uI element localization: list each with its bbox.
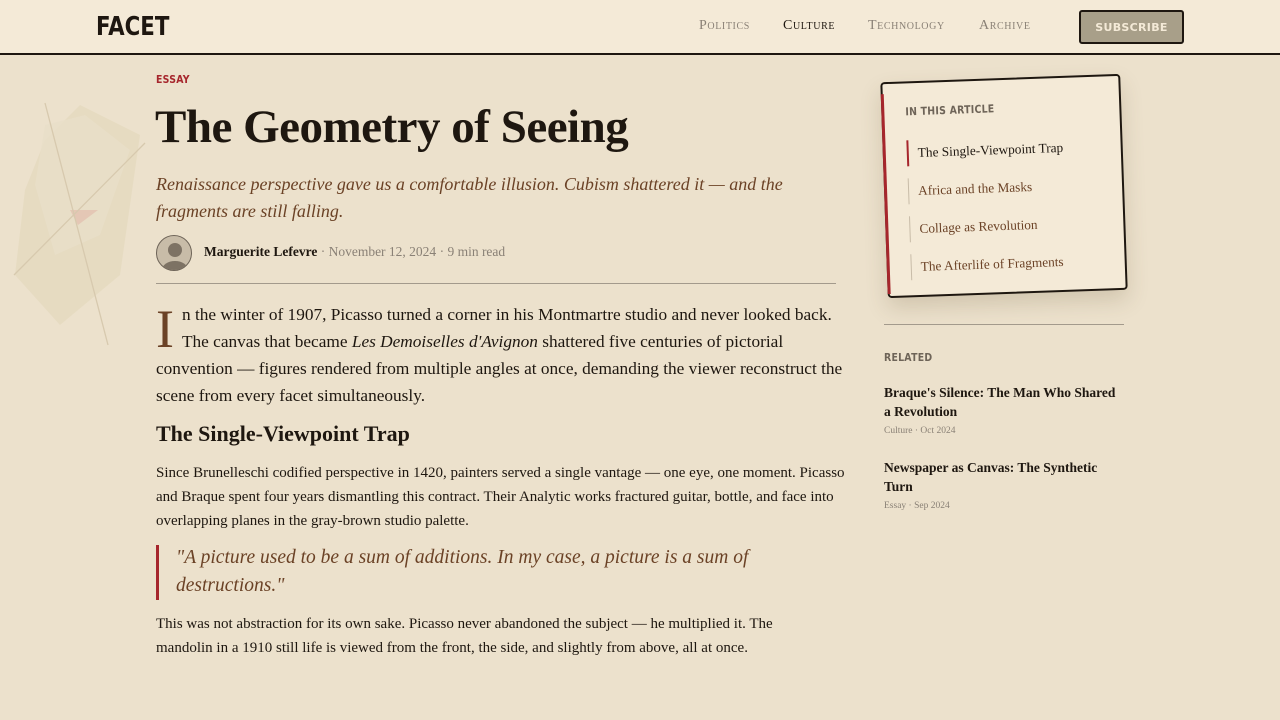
nav-archive[interactable]: Archive: [979, 18, 1031, 33]
article-title: The Geometry of Seeing: [155, 101, 629, 153]
divider: [884, 324, 1124, 325]
lead-text-1: n the winter of 1907, Picasso turned a corner in his Montmartre studio and never looked back. The canvas that became: [181, 305, 832, 351]
subscribe-button[interactable]: SUBSCRIBE: [1079, 10, 1184, 44]
related-article[interactable]: [884, 458, 1124, 511]
related-article-title[interactable]: Newspaper as Canvas: The Synthetic Turn: [884, 460, 1098, 494]
drop-cap: I: [156, 299, 174, 359]
pull-quote: [156, 545, 836, 600]
byline: [204, 244, 505, 260]
related-article-meta: Essay · Sep 2024: [884, 501, 950, 511]
nav-culture[interactable]: Culture: [783, 18, 836, 33]
artwork-title: Les Demoiselles d'Avignon: [351, 332, 538, 351]
article-kicker[interactable]: ESSAY: [156, 73, 190, 86]
byline-separator: ·: [439, 244, 448, 259]
divider: [156, 283, 836, 284]
read-time: 9 min read: [447, 244, 506, 259]
toc-item-single-viewpoint-trap[interactable]: The Single-Viewpoint Trap: [906, 133, 1107, 166]
toc-heading: IN THIS ARTICLE: [905, 102, 995, 119]
related-article[interactable]: [884, 383, 1124, 436]
toc-item-afterlife-fragments[interactable]: The Afterlife of Fragments: [910, 247, 1111, 280]
lead-paragraph: [156, 301, 846, 409]
body-paragraph: This was not abstraction for its own sake. Picasso never abandoned the subject — he multiplied it. The mandolin in a 1910 still life is viewed from the front, the side, and slightly from above, all at once.: [156, 616, 773, 656]
lead-text-2: shattered five centuries of pictorial convention — figures rendered from multiple angles at once, demanding the viewer reconstruct the scene from every facet simultaneously.: [156, 332, 843, 405]
top-navigation-bar: [0, 0, 1280, 55]
toc-item-collage-revolution[interactable]: Collage as Revolution: [909, 209, 1110, 242]
toc-item-africa-masks[interactable]: Africa and the Masks: [908, 171, 1109, 204]
nav-technology[interactable]: Technology: [868, 18, 945, 33]
section-heading: The Single-Viewpoint Trap: [156, 421, 410, 446]
table-of-contents: [880, 74, 1127, 298]
publish-date: November 12, 2024: [328, 244, 437, 259]
site-logo[interactable]: FACET: [96, 12, 170, 42]
related-article-meta: Culture · Oct 2024: [884, 426, 956, 436]
article-dek: Renaissance perspective gave us a comfortable illusion. Cubism shattered it — and the fragments are still falling.: [156, 174, 783, 221]
byline-separator: ·: [320, 244, 329, 259]
pull-quote-text: "A picture used to be a sum of additions. In my case, a picture is a sum of destructions.": [176, 547, 749, 596]
author-name[interactable]: Marguerite Lefevre: [204, 244, 318, 259]
author-avatar[interactable]: [156, 235, 192, 271]
cubist-decoration: [0, 95, 160, 355]
related-article-title[interactable]: Braque's Silence: The Man Who Shared a Revolution: [884, 385, 1116, 419]
body-paragraph: Since Brunelleschi codified perspective in 1420, painters served a single vantage — one eye, one moment. Picasso and Braque spent four years dismantling this contract. Their Analytic works fractured guitar, bottle, and face into overlapping planes in the gray-brown studio palette.: [156, 465, 845, 529]
nav-politics[interactable]: Politics: [699, 18, 750, 33]
avatar-icon: [157, 236, 192, 271]
related-heading: RELATED: [884, 351, 933, 364]
